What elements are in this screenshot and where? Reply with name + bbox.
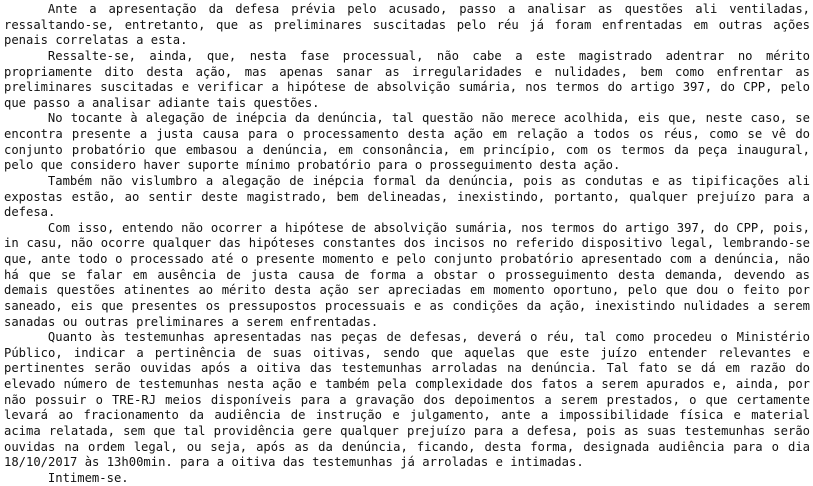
paragraph-testemunhas: Quanto às testemunhas apresentadas nas peças de defesas, deverá o réu, tal como procedeu o Ministério Público, indicar a pertinência de suas oitivas, sendo que aquelas que este juízo entender relevantes e pertinentes serão ouvidas após a oitiva das testemunhas arroladas na denúncia. Tal fato se dá em razão do elevado número de testemunhas nesta ação e também pela complexidade dos fatos a serem apurados e, ainda, por não possuir o TRE-RJ meios disponíveis para a gravação dos depoimentos a serem prestados, o que certamente levará ao fracionamento da audiência de instrução e julgamento, ante a impossibilidade física e material acima relatada, sem que tal providência gere qualquer prejuízo para a defesa, pois as suas testemunhas serão ouvidas na ordem legal, ou seja, após as da denúncia, ficando, desta forma, designada audiência para o dia 18/10/2017 às 13h00min. para a oitiva das testemunhas já arroladas e intimadas. [4,330,810,470]
document-body [4,2,810,486]
paragraph-absolvicao-sumaria: Com isso, entendo não ocorrer a hipótese de absolvição sumária, nos termos do artigo 397, do CPP, pois, in casu, não ocorre qualquer das hipóteses constantes dos incisos no referido dispositivo legal, lembrando-se que, ante todo o processado até o presente momento e pelo conjunto probatório apresentado com a denúncia, não há que se falar em ausência de justa causa de forma a obstar o prosseguimento desta demanda, devendo as demais questões atinentes ao mérito desta ação ser apreciadas em momento oportuno, pelo que dou o feito por saneado, eis que presentes os pressupostos processuais e as condições da ação, inexistindo nulidades a serem sanadas ou outras preliminares a serem enfrentadas. [4,220,810,329]
paragraph-inepcia-denuncia: No tocante à alegação de inépcia da denúncia, tal questão não merece acolhida, eis que, neste caso, se encontra presente a justa causa para o processamento desta ação em relação a todos os réus, como se vê do conjunto probatório que embasou a denúncia, em consonância, em princípio, com os termos da peça inaugural, pelo que considero haver suporte mínimo probatório para o prosseguimento desta ação. [4,111,810,173]
paragraph-intimem-se: Intimem-se. [47,470,129,485]
paragraph-fase-processual: Ressalte-se, ainda, que, nesta fase processual, não cabe a este magistrado adentrar no mérito propriamente dito desta ação, mas apenas sanar as irregularidades e nulidades, bem como enfrentar as preliminares suscitadas e verificar a hipótese de absolvição sumária, nos termos do artigo 397, do CPP, pelo que passo a analisar adiante tais questões. [4,48,810,110]
paragraph-defesa-previa: Ante a apresentação da defesa prévia pelo acusado, passo a analisar as questões ali ventiladas, ressaltando-se, entretanto, que as preliminares suscitadas pelo réu já foram enfrentadas em outras ações penais correlatas a esta. [4,2,810,48]
paragraph-inepcia-formal: Também não vislumbro a alegação de inépcia formal da denúncia, pois as condutas e as tipificações ali expostas estão, ao sentir deste magistrado, bem delineadas, inexistindo, portanto, qualquer prejuízo para a defesa. [4,173,810,220]
